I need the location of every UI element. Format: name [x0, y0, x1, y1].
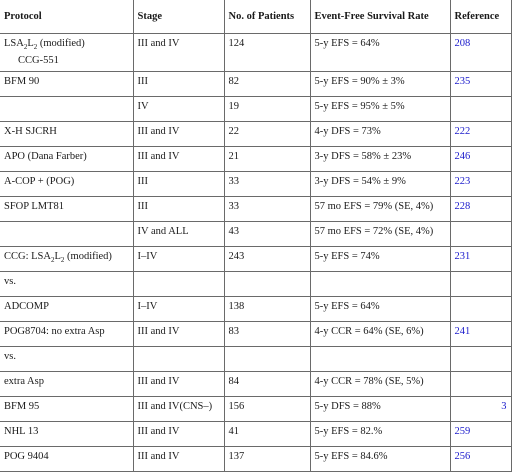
cell-efs: 4-y CCR = 78% (SE, 5%) [310, 372, 450, 397]
cell-efs: 5-y EFS = 74% [310, 247, 450, 272]
cell-efs: 4-y DFS = 73% [310, 122, 450, 147]
cell-reference[interactable]: 222 [450, 122, 511, 147]
cell-efs: 5-y EFS = 90% ± 3% [310, 72, 450, 97]
table-row [0, 72, 511, 97]
cell-reference [450, 272, 511, 297]
cell-efs: 4-y CCR = 64% (SE, 6%) [310, 322, 450, 347]
cell-stage: IV and ALL [133, 222, 224, 247]
cell-protocol: BFM 95 [0, 397, 133, 422]
cell-reference[interactable]: 208 [450, 34, 511, 72]
cell-protocol: $LSA_2L_2$ (modified) CCG-551 [0, 34, 133, 72]
cell-protocol [0, 222, 133, 247]
table-row [0, 372, 511, 397]
table-row [0, 297, 511, 322]
header-protocol: Protocol [0, 0, 133, 34]
protocol-lsa2l2: $LSA_2L_2$ [4, 38, 38, 52]
table-row [0, 172, 511, 197]
table-row [0, 447, 511, 472]
table-row [0, 347, 511, 372]
cell-stage: III and IV [133, 447, 224, 472]
cell-patients: 138 [224, 297, 310, 322]
cell-patients: 33 [224, 197, 310, 222]
table-row [0, 422, 511, 447]
table-row [0, 322, 511, 347]
cell-stage: III [133, 72, 224, 97]
cell-stage: I–IV [133, 247, 224, 272]
cell-reference [450, 372, 511, 397]
cell-protocol: POG 9404 [0, 447, 133, 472]
cell-stage [133, 272, 224, 297]
cell-efs: 57 mo EFS = 79% (SE, 4%) [310, 197, 450, 222]
table-row [0, 34, 511, 72]
cell-protocol: CCG: $LSA_2L_2$ (modified) [0, 247, 133, 272]
cell-protocol [0, 97, 133, 122]
cell-patients: 43 [224, 222, 310, 247]
cell-patients: 156 [224, 397, 310, 422]
cell-protocol: X-H SJCRH [0, 122, 133, 147]
cell-patients: 33 [224, 172, 310, 197]
cell-reference[interactable]: 228 [450, 197, 511, 222]
cell-reference [450, 347, 511, 372]
table-row [0, 97, 511, 122]
table-row [0, 222, 511, 247]
cell-reference[interactable]: 259 [450, 422, 511, 447]
header-stage: Stage [133, 0, 224, 34]
cell-protocol: SFOP LMT81 [0, 197, 133, 222]
cell-patients [224, 347, 310, 372]
cell-efs: 5-y EFS = 64% [310, 34, 450, 72]
cell-reference [450, 222, 511, 247]
cell-patients: 124 [224, 34, 310, 72]
header-reference: Reference [450, 0, 511, 34]
cell-efs: 5-y EFS = 95% ± 5% [310, 97, 450, 122]
cell-protocol: extra Asp [0, 372, 133, 397]
cell-reference[interactable]: 223 [450, 172, 511, 197]
table-row [0, 272, 511, 297]
cell-protocol: APO (Dana Farber) [0, 147, 133, 172]
cell-efs [310, 347, 450, 372]
cell-reference[interactable]: 256 [450, 447, 511, 472]
cell-patients: 84 [224, 372, 310, 397]
protocol-lsa2l2: $LSA_2L_2$ [31, 251, 65, 265]
cell-efs: 5-y EFS = 82.% [310, 422, 450, 447]
cell-patients: 21 [224, 147, 310, 172]
cell-efs: 5-y DFS = 88% [310, 397, 450, 422]
cell-reference[interactable]: 235 [450, 72, 511, 97]
cell-efs: 3-y DFS = 54% ± 9% [310, 172, 450, 197]
cell-reference[interactable]: 241 [450, 322, 511, 347]
cell-efs: 5-y EFS = 84.6% [310, 447, 450, 472]
cell-stage: III and IV [133, 322, 224, 347]
cell-stage: III and IV [133, 147, 224, 172]
header-efs: Event-Free Survival Rate [310, 0, 450, 34]
cell-protocol: vs. [0, 272, 133, 297]
cell-stage: IV [133, 97, 224, 122]
table-row [0, 397, 511, 422]
cell-stage: III and IV [133, 372, 224, 397]
header-patients: No. of Patients [224, 0, 310, 34]
cell-efs [310, 272, 450, 297]
header-row [0, 0, 511, 34]
cell-stage: III and IV [133, 122, 224, 147]
cell-stage: III [133, 172, 224, 197]
table-row [0, 197, 511, 222]
cell-stage [133, 347, 224, 372]
cell-efs: 57 mo EFS = 72% (SE, 4%) [310, 222, 450, 247]
cell-reference[interactable]: 246 [450, 147, 511, 172]
cell-stage: III [133, 197, 224, 222]
cell-patients: 243 [224, 247, 310, 272]
cell-patients: 41 [224, 422, 310, 447]
cell-protocol-line2: CCG-551 [18, 55, 59, 67]
cell-patients: 83 [224, 322, 310, 347]
cell-stage: I–IV [133, 297, 224, 322]
cell-stage: III and IV(CNS–) [133, 397, 224, 422]
cell-protocol: NHL 13 [0, 422, 133, 447]
cell-protocol: BFM 90 [0, 72, 133, 97]
cell-patients: 22 [224, 122, 310, 147]
table-row [0, 247, 511, 272]
cell-stage: III and IV [133, 34, 224, 72]
cell-reference[interactable]: 231 [450, 247, 511, 272]
cell-protocol: POG8704: no extra Asp [0, 322, 133, 347]
cell-protocol: A-COP + (POG) [0, 172, 133, 197]
cell-reference [450, 97, 511, 122]
cell-protocol: vs. [0, 347, 133, 372]
cell-efs: 3-y DFS = 58% ± 23% [310, 147, 450, 172]
cell-patients: 82 [224, 72, 310, 97]
cell-reference [450, 297, 511, 322]
table-row [0, 122, 511, 147]
cell-stage: III and IV [133, 422, 224, 447]
cell-protocol: ADCOMP [0, 297, 133, 322]
cell-reference[interactable]: 3 [450, 397, 511, 422]
cell-patients: 137 [224, 447, 310, 472]
table-row [0, 147, 511, 172]
cell-patients [224, 272, 310, 297]
cell-efs: 5-y EFS = 64% [310, 297, 450, 322]
cell-patients: 19 [224, 97, 310, 122]
